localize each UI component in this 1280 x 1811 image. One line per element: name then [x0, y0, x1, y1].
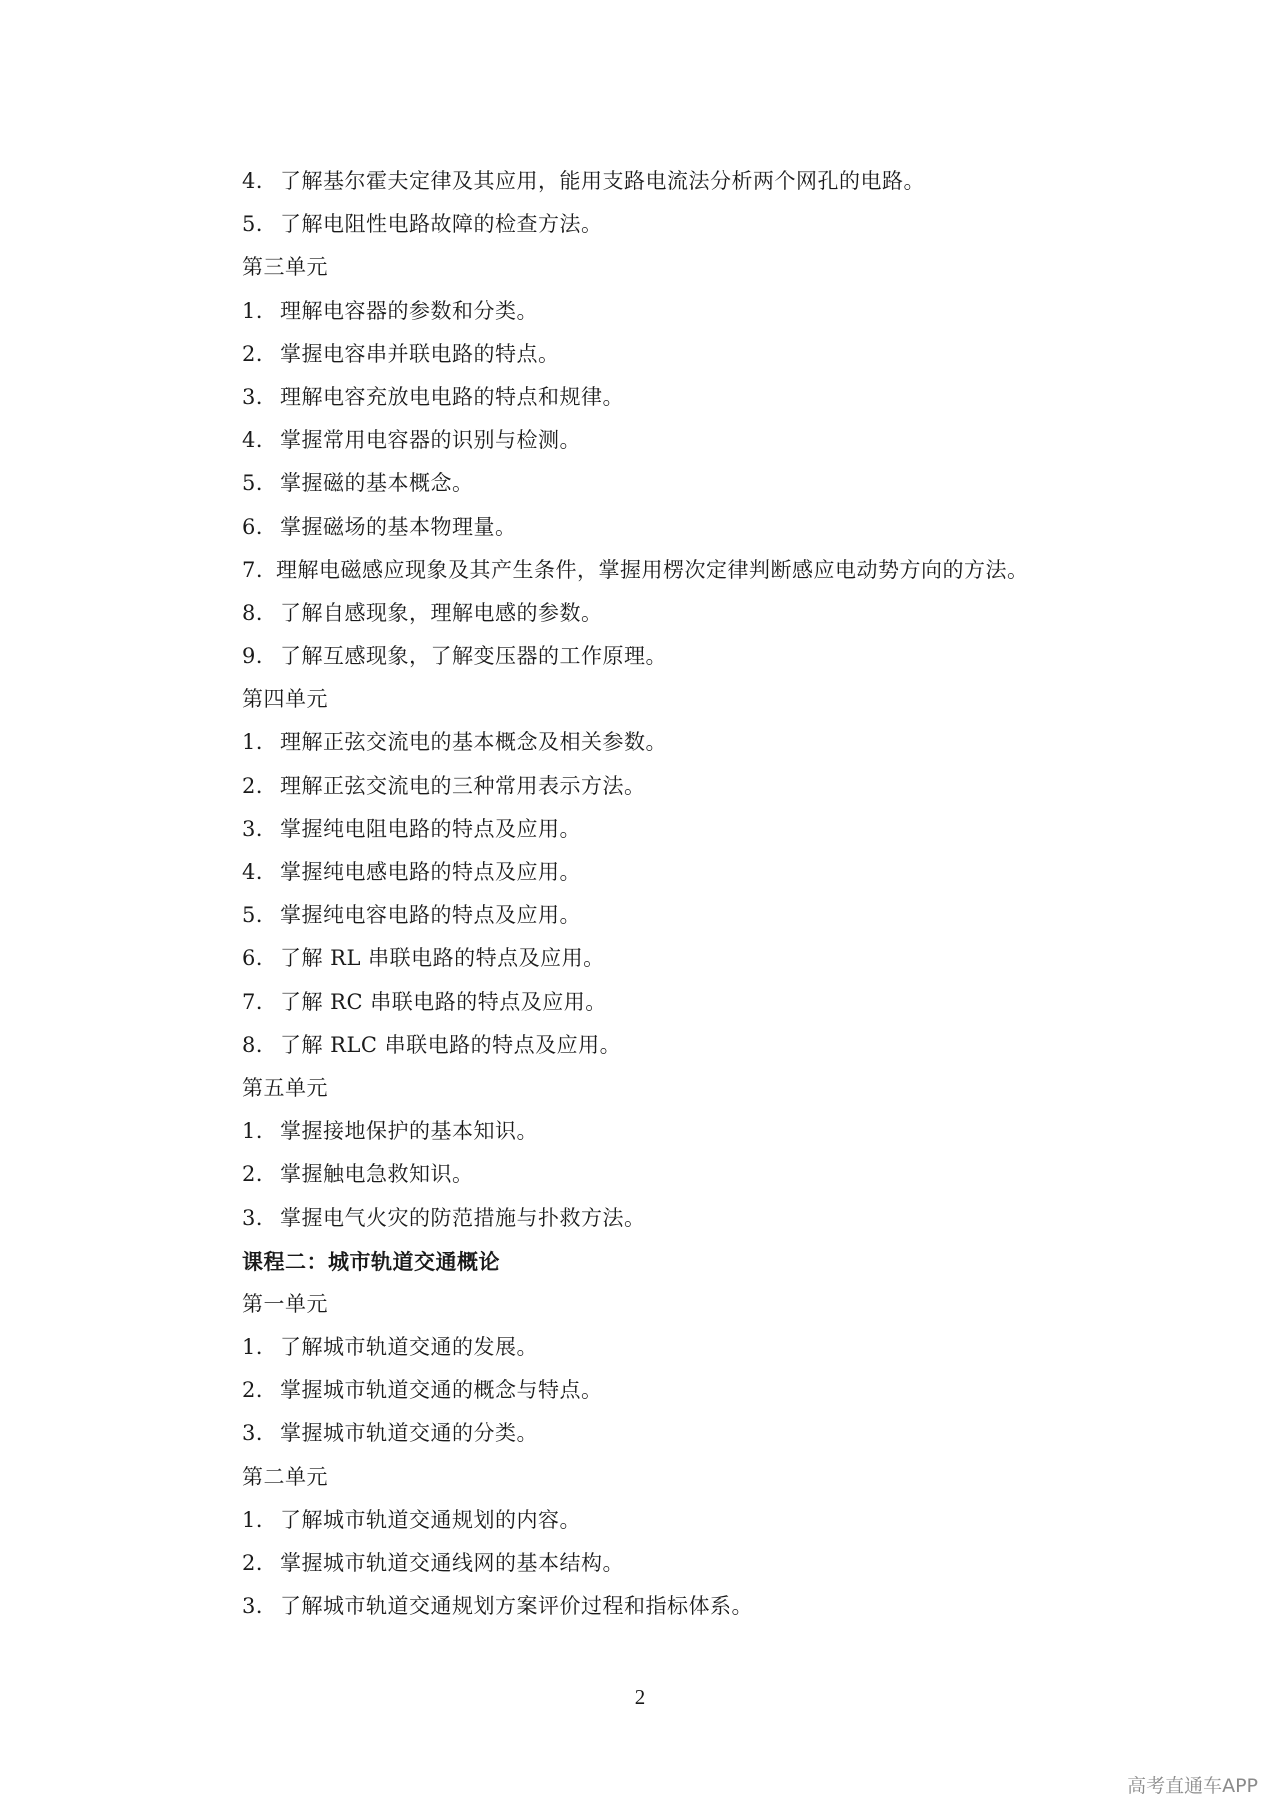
item-number: 8．	[242, 600, 278, 625]
list-item	[242, 160, 1122, 203]
list-item	[242, 635, 1122, 678]
item-number: 3．	[242, 1421, 278, 1446]
item-number: 3．	[242, 816, 278, 841]
item-text: 了解城市轨道交通规划的内容。	[280, 1507, 581, 1532]
list-item	[242, 808, 1122, 851]
item-number: 1．	[242, 1507, 278, 1532]
item-number: 1．	[242, 730, 278, 755]
item-text: 掌握接地保护的基本知识。	[280, 1119, 538, 1144]
item-number: 9．	[242, 644, 278, 669]
item-number: 1．	[242, 1119, 278, 1144]
unit-heading: 第一单元	[242, 1291, 328, 1316]
item-number: 4．	[242, 860, 278, 884]
item-text: 掌握纯电阻电路的特点及应用。	[280, 816, 581, 841]
list-item	[242, 290, 1122, 333]
item-number: 6．	[242, 514, 278, 539]
item-number: 5．	[242, 471, 278, 496]
list-item	[242, 894, 1122, 937]
list-item	[242, 462, 1122, 505]
item-text: 了解城市轨道交通的发展。	[280, 1335, 538, 1360]
item-number: 2．	[242, 1551, 278, 1575]
list-item	[242, 203, 1122, 246]
item-number: 2．	[242, 341, 278, 366]
list-item	[242, 333, 1122, 376]
item-text: 了解城市轨道交通规划方案评价过程和指标体系。	[280, 1594, 753, 1619]
item-number: 1．	[242, 298, 278, 323]
item-text: 掌握城市轨道交通的概念与特点。	[280, 1378, 603, 1403]
unit-heading: 第五单元	[242, 1075, 328, 1100]
item-text: 理解电磁感应现象及其产生条件，掌握用楞次定律判断感应电动势方向的方法。	[276, 557, 1029, 582]
item-text: 了解电阻性电路故障的检查方法。	[280, 212, 603, 237]
item-text: 了解互感现象，了解变压器的工作原理。	[280, 644, 667, 669]
list-item	[242, 1499, 1122, 1542]
item-text: 了解 RLC 串联电路的特点及应用。	[280, 1032, 622, 1057]
item-text: 理解电容器的参数和分类。	[280, 298, 538, 323]
item-text: 理解正弦交流电的三种常用表示方法。	[280, 773, 646, 798]
item-text: 理解正弦交流电的基本概念及相关参数。	[280, 730, 667, 755]
item-text: 了解 RC 串联电路的特点及应用。	[280, 989, 607, 1014]
item-text: 掌握纯电容电路的特点及应用。	[280, 903, 581, 928]
list-item	[242, 1542, 1122, 1585]
item-number: 8．	[242, 1032, 278, 1057]
list-item	[242, 1197, 1122, 1240]
item-number: 5．	[242, 903, 278, 928]
item-number: 7.	[242, 557, 264, 582]
list-item	[242, 506, 1122, 549]
item-text: 掌握磁的基本概念。	[280, 471, 474, 496]
list-item	[242, 419, 1122, 462]
item-text: 了解基尔霍夫定律及其应用，能用支路电流法分析两个网孔的电路。	[280, 169, 925, 193]
item-number: 3．	[242, 1205, 278, 1230]
list-item	[242, 981, 1122, 1024]
list-item	[242, 592, 1122, 635]
item-text: 理解电容充放电电路的特点和规律。	[280, 384, 624, 409]
item-number: 5．	[242, 212, 278, 237]
item-text: 掌握城市轨道交通的分类。	[280, 1421, 538, 1446]
unit-heading: 第四单元	[242, 687, 328, 712]
item-number: 4．	[242, 169, 278, 193]
unit-heading: 第三单元	[242, 255, 328, 280]
list-item	[242, 1585, 1122, 1628]
item-text: 掌握城市轨道交通线网的基本结构。	[280, 1551, 624, 1575]
list-item	[242, 851, 1122, 894]
item-number: 2．	[242, 1162, 278, 1187]
document-body	[242, 160, 1122, 1628]
item-number: 2．	[242, 1378, 278, 1403]
list-item	[242, 765, 1122, 808]
watermark-text: 高考直通车APP	[1127, 1775, 1258, 1797]
item-text: 掌握触电急救知识。	[280, 1162, 474, 1187]
list-item	[242, 549, 1122, 592]
item-number: 3．	[242, 384, 278, 409]
item-number: 7．	[242, 989, 278, 1014]
item-number: 4．	[242, 428, 278, 453]
item-text: 掌握常用电容器的识别与检测。	[280, 428, 581, 453]
list-item	[242, 1369, 1122, 1412]
item-number: 6．	[242, 946, 278, 971]
list-item	[242, 1110, 1122, 1153]
item-number: 3．	[242, 1594, 278, 1619]
item-text: 掌握电气火灾的防范措施与扑救方法。	[280, 1205, 646, 1230]
list-item	[242, 937, 1122, 980]
item-number: 2．	[242, 773, 278, 798]
page-number: 2	[634, 1685, 646, 1709]
item-text: 掌握磁场的基本物理量。	[280, 514, 517, 539]
list-item	[242, 1412, 1122, 1455]
item-number: 1．	[242, 1335, 278, 1360]
list-item	[242, 1153, 1122, 1196]
item-text: 了解 RL 串联电路的特点及应用。	[280, 946, 605, 971]
unit-heading: 第二单元	[242, 1464, 328, 1489]
list-item	[242, 376, 1122, 419]
item-text: 掌握纯电感电路的特点及应用。	[280, 860, 581, 884]
list-item	[242, 721, 1122, 764]
item-text: 了解自感现象，理解电感的参数。	[280, 600, 603, 625]
list-item	[242, 1326, 1122, 1369]
item-text: 掌握电容串并联电路的特点。	[280, 341, 560, 366]
course-heading: 课程二：城市轨道交通概论	[242, 1248, 500, 1274]
list-item	[242, 1024, 1122, 1067]
